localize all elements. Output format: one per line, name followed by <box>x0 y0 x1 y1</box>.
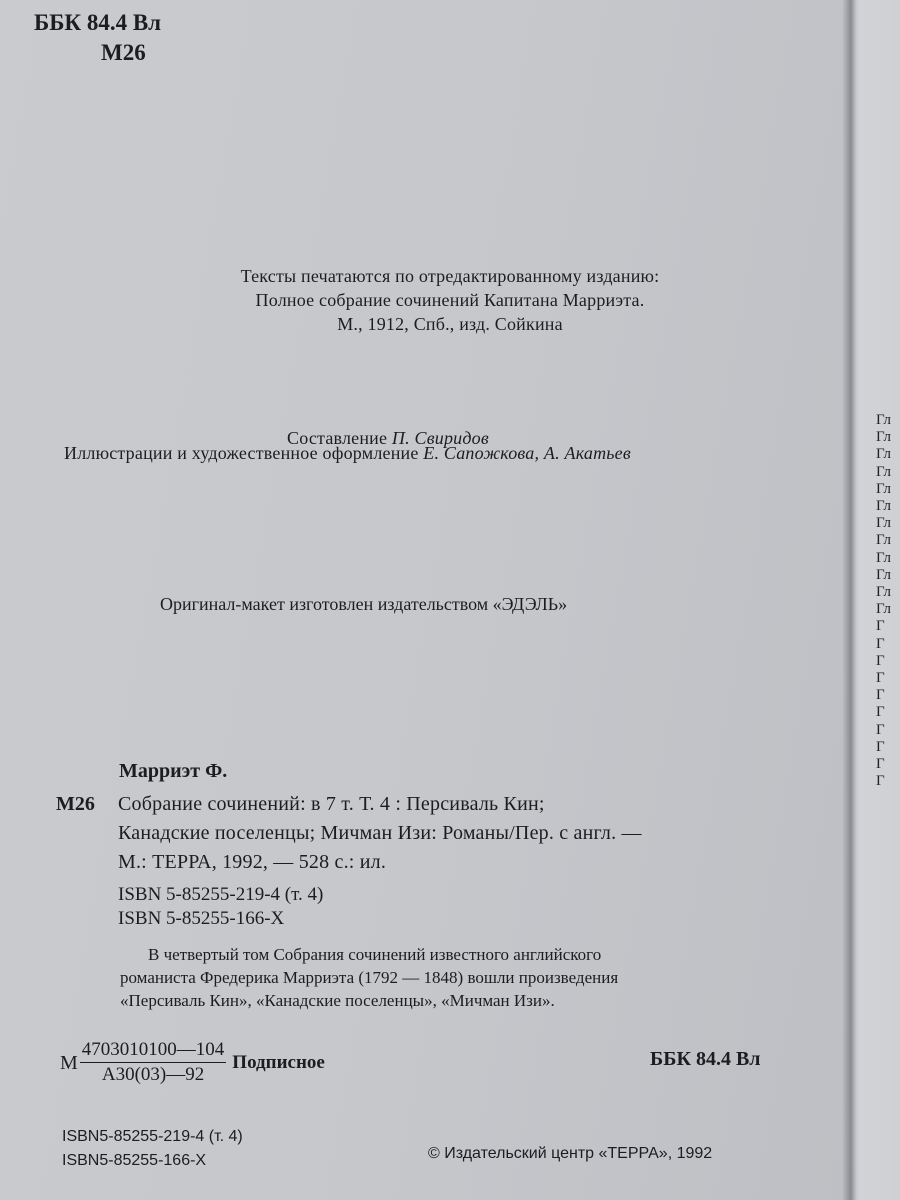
isbn-bottom-line: ISBN5-85255-219-4 (т. 4) <box>62 1128 243 1145</box>
biblio-line: Канадские поселенцы; Мичман Изи: Романы/Пер. с англ. — <box>118 822 642 844</box>
right-page-line: Гл <box>876 429 892 446</box>
biblio-line: Собрание сочинений: в 7 т. Т. 4 : Персиваль Кин; <box>118 793 545 815</box>
right-page-line: Гл <box>876 480 892 497</box>
catalog-numerator: 4703010100—104 <box>80 1040 227 1063</box>
catalog-fraction-body <box>80 1040 227 1085</box>
catalog-fraction <box>60 1040 325 1085</box>
isbn-line: ISBN 5-85255-219-4 (т. 4) <box>118 884 324 905</box>
source-line: Тексты печатаются по отредактированному изданию: <box>240 266 660 286</box>
layout-note: Оригинал-макет изготовлен издательством «ЭДЭЛЬ» <box>160 594 568 614</box>
right-page-line: Г <box>876 704 885 721</box>
right-page-line: Гл <box>876 412 892 428</box>
subscription-label: Подписное <box>232 1051 325 1073</box>
biblio-author: Марриэт Ф. <box>119 760 228 782</box>
right-page-line: Гл <box>876 601 892 618</box>
annotation-line: «Персиваль Кин», «Канадские поселенцы», «Мичман Изи». <box>120 991 555 1010</box>
biblio-description <box>118 790 642 877</box>
isbn-block <box>118 883 323 931</box>
book-page-right-edge <box>850 0 900 1200</box>
right-page-line: Г <box>876 670 885 687</box>
source-line: Полное собрание сочинений Капитана Марриэта. <box>255 290 645 310</box>
right-page-line: Гл <box>876 515 892 532</box>
right-page-line: Г <box>876 773 885 790</box>
right-page-line: Гл <box>876 532 892 549</box>
right-page-line: Г <box>876 738 885 755</box>
illustration-credit <box>64 443 631 464</box>
right-page-line: Гл <box>876 584 892 601</box>
catalog-denominator: А30(03)—92 <box>101 1064 205 1085</box>
illustration-names: Е. Сапожкова, А. Акатьев <box>423 443 631 463</box>
right-page-line: Гл <box>876 463 892 480</box>
right-page-line: Гл <box>876 498 892 515</box>
isbn-bottom-block <box>62 1125 243 1173</box>
right-page-line: Гл <box>876 566 892 583</box>
annotation-line: романиста Фредерика Марриэта (1792 — 1848) вошли произведения <box>120 968 619 987</box>
source-edition-note <box>100 264 800 336</box>
bbk-index-bottom: ББК 84.4 Вл <box>650 1048 761 1070</box>
right-page-line: Г <box>876 721 885 738</box>
right-page-line: Г <box>876 756 885 773</box>
copyright: © Издательский центр «ТЕРРА», 1992 <box>428 1145 713 1162</box>
isbn-bottom-line: ISBN5-85255-166-X <box>62 1152 207 1169</box>
right-page-contents-fragment <box>876 412 891 790</box>
bbk-index: ББК 84.4 Вл <box>34 10 162 35</box>
annotation <box>120 943 618 1012</box>
annotation-line: В четвертый том Собрания сочинений известного английского <box>148 945 602 964</box>
biblio-line: М.: ТЕРРА, 1992, — 528 с.: ил. <box>118 851 387 873</box>
catalog-prefix: М <box>60 1052 78 1074</box>
right-page-line: Гл <box>876 549 892 566</box>
right-page-line: Г <box>876 652 885 669</box>
compilation-label: Составление <box>287 428 388 448</box>
compilation-name: П. Свиридов <box>391 428 489 448</box>
right-page-line: Г <box>876 618 885 635</box>
illustration-label: Иллюстрации и художественное оформление <box>64 443 419 463</box>
biblio-code: М26 <box>56 793 95 815</box>
book-gutter-shadow <box>842 0 856 1200</box>
source-line: М., 1912, Спб., изд. Сойкина <box>337 314 563 334</box>
isbn-line: ISBN 5-85255-166-X <box>118 908 285 929</box>
right-page-line: Г <box>876 635 885 652</box>
right-page-line: Г <box>876 687 885 704</box>
right-page-line: Гл <box>876 446 892 463</box>
author-sign: М26 <box>101 40 146 65</box>
